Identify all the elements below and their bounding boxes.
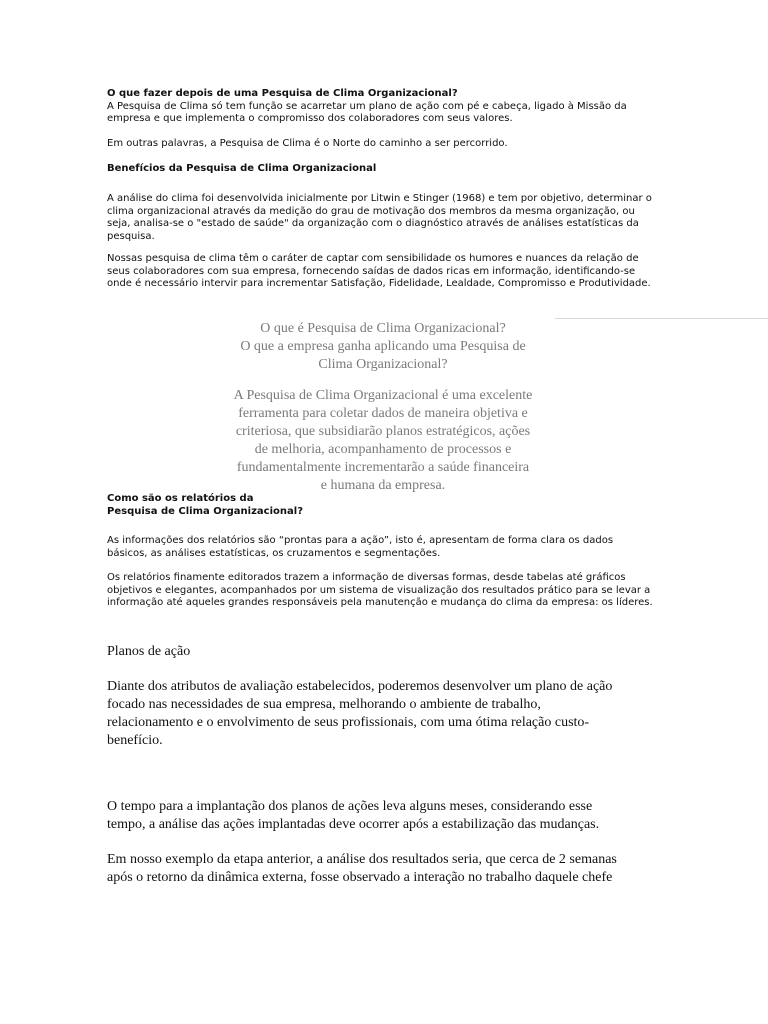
divider-line [555, 318, 768, 319]
quote-line: e humana da empresa. [320, 478, 446, 493]
paragraph-action-plan [107, 678, 612, 750]
heading-reports [107, 493, 303, 518]
text-line: A Pesquisa de Clima só tem função se acarretar um plano de ação com pé e cabeça, ligado à Missão da [107, 100, 627, 112]
quote-line: O que é Pesquisa de Clima Organizacional? [260, 321, 506, 336]
text-line: seus colaboradores com sua empresa, fornecendo saídas de dados ricas em informação, identificando-se [107, 265, 636, 277]
text-line: clima organizacional através da medição do grau de motivação dos membros da mesma organização, ou [107, 205, 635, 217]
paragraph-climate-analysis [107, 193, 652, 243]
pull-quote-answer [205, 387, 561, 495]
text-line: onde é necessário intervir para incrementar Satisfação, Fidelidade, Lealdade, Compromisso e Produtividade. [107, 278, 651, 290]
text-line: benefício. [107, 733, 163, 748]
text-line: objetivos e elegantes, acompanhados por um sistema de visualização dos resultados prático para se levar a [107, 584, 651, 596]
heading-line: Como são os relatórios da [107, 493, 254, 504]
text-line: informação até aqueles grandes responsáveis pela manutenção e mudança do clima da empresa: os líderes. [107, 597, 653, 609]
quote-line: criteriosa, que subsidiarão planos estratégicos, ações [235, 424, 531, 439]
text-line: Os relatórios finamente editorados trazem a informação de diversas formas, desde tabelas até gráficos [107, 572, 626, 583]
text-line: focado nas necessidades de sua empresa, melhorando o ambiente de trabalho, [107, 697, 541, 712]
quote-line: A Pesquisa de Clima Organizacional é uma excelente [233, 388, 533, 403]
text-line: O tempo para a implantação dos planos de ações leva alguns meses, considerando esse [107, 799, 593, 814]
quote-line: Clima Organizacional? [318, 357, 448, 372]
text-line: Nossas pesquisa de clima têm o caráter de captar com sensibilidade os humores e nuances da relação de [107, 253, 639, 264]
paragraph-north: Em outras palavras, a Pesquisa de Clima é o Norte do caminho a ser percorrido. [107, 138, 508, 149]
pull-quote-questions [205, 320, 561, 374]
quote-line: O que a empresa ganha aplicando uma Pesquisa de [240, 339, 526, 354]
heading-what-to-do: O que fazer depois de uma Pesquisa de Clima Organizacional? [107, 88, 458, 99]
paragraph-report-format [107, 572, 653, 610]
text-line: básicos, as análises estatísticas, os cruzamentos e segmentações. [107, 547, 441, 559]
section-what-to-do [107, 88, 627, 126]
text-line: A análise do clima foi desenvolvida inicialmente por Litwin e Stinger (1968) e tem por objetivo, determinar o [107, 193, 652, 204]
text-line: As informações dos relatórios são “prontas para a ação”, isto é, apresentam de forma clara os dados [107, 535, 614, 546]
text-line: após o retorno da dinâmica externa, fosse observado a interação no trabalho daquele chefe [107, 870, 613, 885]
text-line: Diante dos atributos de avaliação estabelecidos, poderemos desenvolver um plano de ação [107, 679, 613, 694]
text-line: relacionamento e o envolvimento de seus profissionais, com uma ótima relação custo- [107, 715, 590, 730]
text-line: empresa e que implementa o compromisso dos colaboradores com seus valores. [107, 113, 513, 125]
paragraph-implementation-time [107, 798, 599, 834]
heading-benefits: Benefícios da Pesquisa de Clima Organizacional [107, 163, 377, 174]
text-line: seja, analisa-se o "estado de saúde" da organização com o diagnóstico através de análises estatísticas da [107, 218, 639, 230]
text-line: pesquisa. [107, 230, 155, 242]
quote-line: de melhoria, acompanhamento de processos e [254, 442, 512, 457]
quote-line: fundamentalmente incrementarão a saúde financeira [236, 460, 530, 475]
text-line: Em nosso exemplo da etapa anterior, a análise dos resultados seria, que cerca de 2 semanas [107, 852, 617, 867]
text-line: tempo, a análise das ações implantadas deve ocorrer após a estabilização das mudanças. [107, 817, 600, 832]
quote-line: ferramenta para coletar dados de maneira objetiva e [238, 406, 528, 421]
paragraph-report-info [107, 535, 613, 560]
heading-line: Pesquisa de Clima Organizacional? [107, 505, 303, 517]
paragraph-example [107, 851, 617, 887]
paragraph-our-research [107, 253, 651, 291]
heading-action-plans: Planos de ação [107, 644, 191, 659]
